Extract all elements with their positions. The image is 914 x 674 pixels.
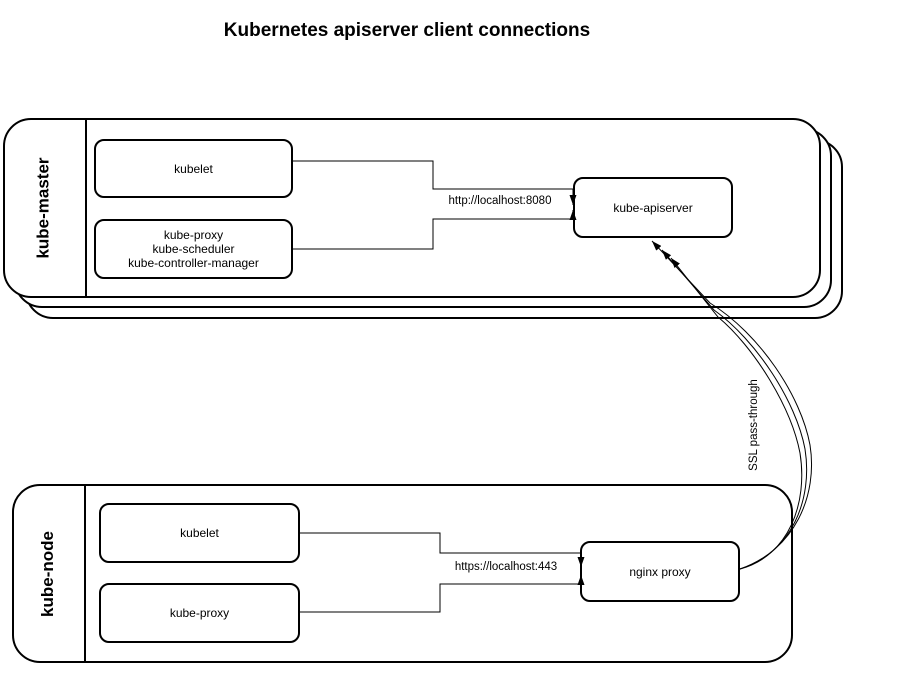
ssl-label-cell	[694, 365, 814, 485]
kube-apiserver-node	[573, 177, 733, 238]
node-kubeproxy-node	[99, 583, 300, 643]
node-kubelet-label: kubelet	[180, 526, 219, 540]
node-group-label-cell	[12, 484, 84, 663]
master-kubelet-label: kubelet	[174, 161, 213, 176]
master-group-divider	[85, 119, 87, 297]
master-controlplane-node	[94, 219, 293, 279]
edge-label-ssl-passthrough: SSL pass-through	[747, 379, 760, 471]
diagram-title: Kubernetes apiserver client connections	[223, 20, 591, 41]
master-kubelet-node	[94, 139, 293, 198]
master-group-label-cell	[3, 118, 85, 298]
node-kubeproxy-label: kube-proxy	[169, 606, 230, 620]
controlplane-line-kube-scheduler: kube-scheduler	[152, 242, 235, 256]
node-kubelet-node	[99, 503, 300, 563]
master-group-label: kube-master	[34, 157, 54, 259]
controlplane-line-kube-controller-manager: kube-controller-manager	[128, 256, 259, 270]
controlplane-line-kube-proxy: kube-proxy	[163, 228, 224, 242]
node-group-label: kube-node	[38, 530, 58, 617]
edge-label-http: http://localhost:8080	[448, 195, 552, 207]
nginx-proxy-label: nginx proxy	[629, 564, 691, 579]
kube-apiserver-label: kube-apiserver	[613, 200, 693, 215]
edge-label-https: https://localhost:443	[454, 561, 558, 573]
node-group-divider	[84, 485, 86, 662]
